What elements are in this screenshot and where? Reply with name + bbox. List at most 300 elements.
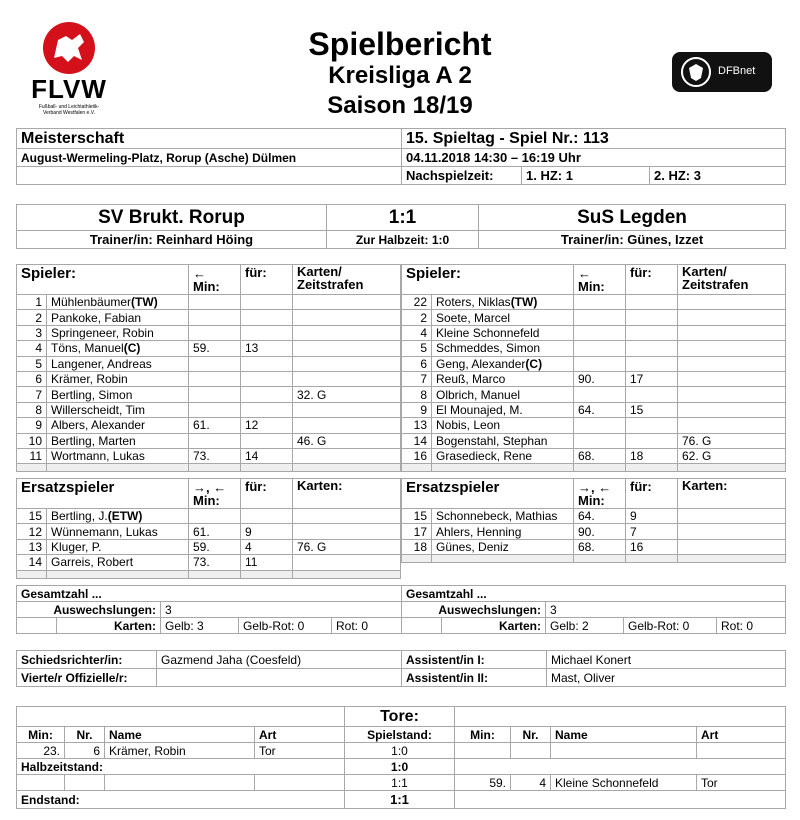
goals-title: Tore: (345, 707, 455, 727)
player-name-cell (432, 310, 574, 325)
player-name: Springeneer, Robin (51, 325, 154, 340)
player-row (17, 295, 401, 310)
player-name-cell (47, 539, 189, 554)
player-row (17, 509, 401, 524)
sub-minute (574, 295, 626, 310)
player-row (17, 448, 401, 463)
player-number: 8 (402, 387, 432, 402)
player-name: Reuß, Marco (436, 372, 506, 387)
subs-header: Ersatzspieler (402, 479, 574, 509)
goal-scorer: Kleine Schonnefeld (551, 775, 697, 791)
min-header (574, 479, 626, 509)
player-role-tag: (TW) (510, 295, 538, 310)
goal-type: Tor (697, 775, 786, 791)
sub-minute: 59. (189, 539, 241, 554)
officials (16, 650, 786, 687)
halftime-score: 1:0 (345, 759, 455, 775)
sub-minute (574, 418, 626, 433)
away-goal-min-header: Min: (455, 727, 511, 743)
card-entry: 76. G (678, 433, 786, 448)
player-number: 4 (402, 325, 432, 340)
assistant1-label: Assistent/in I: (402, 651, 547, 669)
season: Saison 18/19 (327, 92, 473, 119)
for-header: für: (241, 265, 293, 295)
player-number: 12 (17, 524, 47, 539)
sub-minute: 61. (189, 418, 241, 433)
player-number: 5 (17, 356, 47, 371)
goal-score-header: Spielstand: (345, 727, 455, 743)
home-red: Rot: 0 (332, 618, 402, 634)
player-name: Wünnemann, Lukas (51, 524, 158, 539)
player-name-cell (47, 310, 189, 325)
sub-minute (574, 341, 626, 356)
sub-minute (574, 433, 626, 448)
flvw-logo (28, 18, 110, 118)
player-name: Ahlers, Henning (436, 524, 522, 539)
player-number: 7 (402, 371, 432, 386)
sub-minute (189, 371, 241, 386)
player-row (17, 402, 401, 417)
player-number: 4 (17, 341, 47, 356)
card-entry (678, 356, 786, 371)
player-name-cell (47, 325, 189, 340)
player-number: 18 (402, 539, 432, 554)
card-entry (293, 555, 401, 570)
away-lineup (401, 264, 786, 472)
sub-minute (574, 356, 626, 371)
for-header: für: (626, 265, 678, 295)
sub-for-number: 16 (626, 539, 678, 554)
final-score-label: Endstand: (17, 791, 345, 809)
away-total-label: Gesamtzahl ... (402, 586, 786, 602)
player-row (402, 433, 786, 448)
card-entry (678, 341, 786, 356)
dfb-eagle-icon (680, 56, 712, 88)
round: 15. Spieltag - Spiel Nr.: 113 (402, 129, 786, 149)
player-number: 5 (402, 341, 432, 356)
player-name: Töns, Manuel (51, 341, 124, 356)
arrow-in-icon: ← (578, 265, 591, 281)
card-entry (678, 509, 786, 524)
assistant2-name: Mast, Oliver (547, 669, 786, 687)
players-header: Spieler: (17, 265, 189, 295)
player-row (17, 325, 401, 340)
player-name: Wortmann, Lukas (51, 449, 145, 464)
match-datetime: 04.11.2018 14:30 – 16:19 Uhr (402, 149, 786, 167)
home-lineup (16, 264, 401, 472)
player-row (402, 402, 786, 417)
min-label: Min: (193, 278, 220, 294)
player-name-cell (47, 418, 189, 433)
card-entry (678, 524, 786, 539)
card-entry (678, 371, 786, 386)
sub-for-number (241, 509, 293, 524)
player-name-cell (432, 539, 574, 554)
sub-for-number (241, 387, 293, 402)
player-row (402, 295, 786, 310)
sub-for-number: 14 (241, 448, 293, 463)
goal-type: Tor (255, 743, 345, 759)
sub-minute (574, 325, 626, 340)
player-row (17, 356, 401, 371)
player-row (402, 524, 786, 539)
cards-header (678, 479, 786, 509)
player-role-tag: (ETW) (107, 509, 143, 524)
halftime-score-label: Halbzeitstand: (17, 759, 345, 775)
sub-minute (574, 310, 626, 325)
goal-nr-header: Nr. (65, 727, 105, 743)
sub-for-number: 13 (241, 341, 293, 356)
sub-for-number: 4 (241, 539, 293, 554)
sub-minute: 68. (574, 539, 626, 554)
for-header: für: (241, 479, 293, 509)
player-number: 7 (17, 387, 47, 402)
sub-minute (189, 387, 241, 402)
away-yellow: Gelb: 2 (546, 618, 624, 634)
page-title: Spielbericht (308, 26, 492, 62)
goal-min: 23. (17, 743, 65, 759)
player-name-cell (47, 295, 189, 310)
card-entry (678, 295, 786, 310)
sub-minute (189, 295, 241, 310)
away-yellow-red: Gelb-Rot: 0 (624, 618, 717, 634)
player-row (402, 387, 786, 402)
player-name: Schmeddes, Simon (436, 341, 541, 356)
final-result: 1:1 (327, 205, 479, 231)
sub-for-number (241, 402, 293, 417)
player-number: 6 (17, 371, 47, 386)
sub-for-number (241, 310, 293, 325)
player-name-cell (432, 524, 574, 539)
card-entry: 76. G (293, 539, 401, 554)
score-box (16, 204, 786, 249)
player-row (17, 341, 401, 356)
card-entry (678, 418, 786, 433)
sub-for-number (626, 341, 678, 356)
player-row (17, 433, 401, 448)
player-number: 16 (402, 448, 432, 463)
player-name-cell (432, 371, 574, 386)
player-row (402, 371, 786, 386)
card-entry (293, 356, 401, 371)
player-name-cell (47, 509, 189, 524)
player-row (402, 418, 786, 433)
halftime-result: Zur Halbzeit: 1:0 (327, 231, 479, 249)
goal-score: 1:1 (345, 775, 455, 791)
goal-scorer: Krämer, Robin (105, 743, 255, 759)
extra-time-h1: 1. HZ: 1 (522, 167, 650, 185)
sub-minute: 90. (574, 371, 626, 386)
player-name-cell (47, 524, 189, 539)
penalties-label: Zeitstrafen (682, 277, 749, 292)
player-row (17, 418, 401, 433)
player-row (17, 555, 401, 570)
player-role-tag: (C) (525, 356, 543, 371)
away-goal-name-header: Name (551, 727, 697, 743)
fourth-official-name (157, 669, 402, 687)
min-header (574, 265, 626, 295)
card-entry (678, 310, 786, 325)
sub-for-number: 18 (626, 448, 678, 463)
player-name: Soete, Marcel (436, 310, 511, 325)
dfbnet-text: DFBnet (718, 65, 756, 77)
card-entry (678, 539, 786, 554)
sub-for-number: 15 (626, 402, 678, 417)
away-substitutions-label: Auswechslungen: (402, 602, 546, 618)
card-entry (293, 371, 401, 386)
player-role-tag: (TW) (131, 295, 158, 310)
player-name: Langener, Andreas (51, 356, 152, 371)
player-name-cell (432, 387, 574, 402)
home-total-label: Gesamtzahl ... (17, 586, 402, 602)
away-cards-label: Karten: (442, 618, 546, 634)
player-name-cell (47, 402, 189, 417)
flvw-caption: Fußball- und Leichtathletik-Verband Westfalen e.V. (38, 104, 100, 116)
sub-minute (189, 402, 241, 417)
cards-label: Karten/ (682, 264, 727, 279)
player-number: 1 (17, 295, 47, 310)
goal-name-header: Name (105, 727, 255, 743)
cards-header (678, 265, 786, 295)
card-entry (293, 325, 401, 340)
player-number: 11 (17, 448, 47, 463)
player-row (17, 387, 401, 402)
home-yellow-red: Gelb-Rot: 0 (239, 618, 332, 634)
sub-for-number: 17 (626, 371, 678, 386)
home-substitutions-count: 3 (161, 602, 402, 618)
player-number: 14 (17, 555, 47, 570)
sub-for-number: 11 (241, 555, 293, 570)
player-name-cell (432, 433, 574, 448)
player-number: 9 (17, 418, 47, 433)
card-entry (293, 509, 401, 524)
player-name: Albers, Alexander (51, 418, 146, 433)
player-name: Bogenstahl, Stephan (436, 433, 548, 448)
sub-for-number (626, 356, 678, 371)
player-number: 17 (402, 524, 432, 539)
player-name: Olbrich, Manuel (436, 387, 521, 402)
assistant1-name: Michael Konert (547, 651, 786, 669)
player-name: Nobis, Leon (436, 418, 501, 433)
sub-minute: 61. (189, 524, 241, 539)
player-number: 9 (402, 402, 432, 417)
away-goal-type-header: Art (697, 727, 786, 743)
sub-for-number (241, 433, 293, 448)
player-name: Pankoke, Fabian (51, 310, 142, 325)
away-team: SuS Legden (479, 205, 786, 231)
player-number: 2 (17, 310, 47, 325)
player-name: El Mounajed, M. (436, 402, 523, 417)
sub-minute (189, 356, 241, 371)
player-name: Geng, Alexander (436, 356, 526, 371)
player-name-cell (47, 433, 189, 448)
sub-minute: 64. (574, 509, 626, 524)
sub-minute (574, 387, 626, 402)
player-row (402, 356, 786, 371)
sub-for-number (626, 295, 678, 310)
sub-minute: 73. (189, 555, 241, 570)
player-name-cell (432, 341, 574, 356)
away-substitutes (401, 478, 786, 563)
player-row (17, 524, 401, 539)
extra-time-label: Nachspielzeit: (402, 167, 522, 185)
player-number: 15 (17, 509, 47, 524)
player-row (402, 448, 786, 463)
min-label: Min: (193, 492, 220, 508)
player-row (402, 509, 786, 524)
card-entry (678, 325, 786, 340)
card-entry: 62. G (678, 448, 786, 463)
sub-for-number (626, 387, 678, 402)
player-name-cell (432, 418, 574, 433)
referee-label: Schiedsrichter/in: (17, 651, 157, 669)
player-name-cell (47, 356, 189, 371)
venue: August-Wermeling-Platz, Rorup (Asche) Dülmen (17, 149, 402, 167)
cards-header (293, 265, 401, 295)
player-name: Garreis, Robert (51, 555, 134, 570)
sub-minute: 64. (574, 402, 626, 417)
sub-for-number (241, 371, 293, 386)
card-entry (678, 387, 786, 402)
player-name: Schonnebeck, Mathias (436, 509, 558, 524)
sub-for-number (626, 325, 678, 340)
card-entry (293, 402, 401, 417)
player-name: Mühlenbäumer (51, 295, 132, 310)
player-role-tag: (C) (123, 341, 141, 356)
sub-for-number: 12 (241, 418, 293, 433)
player-row (402, 325, 786, 340)
fourth-official-label: Vierte/r Offizielle/r: (17, 669, 157, 687)
final-score: 1:1 (345, 791, 455, 809)
totals (16, 585, 786, 634)
players-header: Spieler: (402, 265, 574, 295)
card-entry (293, 310, 401, 325)
player-number: 14 (402, 433, 432, 448)
player-number: 13 (17, 539, 47, 554)
card-entry (678, 402, 786, 417)
player-number: 13 (402, 418, 432, 433)
goal-type-header: Art (255, 727, 345, 743)
player-name-cell (47, 371, 189, 386)
card-entry: 32. G (293, 387, 401, 402)
match-info (16, 128, 786, 185)
player-number: 6 (402, 356, 432, 371)
min-label: Min: (578, 492, 605, 508)
goals-table (16, 706, 786, 809)
sub-for-number: 9 (626, 509, 678, 524)
player-name-cell (47, 555, 189, 570)
cards-header (293, 479, 401, 509)
sub-for-number (626, 433, 678, 448)
goal-nr: 6 (65, 743, 105, 759)
player-name-cell (432, 509, 574, 524)
dfbnet-logo (672, 52, 772, 92)
player-number: 8 (17, 402, 47, 417)
player-name: Bertling, Simon (51, 387, 133, 402)
player-name-cell (432, 402, 574, 417)
sub-for-number (241, 325, 293, 340)
sub-minute (189, 433, 241, 448)
sub-minute (189, 310, 241, 325)
extra-time-h2: 2. HZ: 3 (650, 167, 786, 185)
player-name: Bertling, Marten (51, 433, 136, 448)
player-row (402, 539, 786, 554)
player-name-cell (47, 387, 189, 402)
cards-label: Karten: (297, 478, 343, 493)
home-cards-label: Karten: (57, 618, 161, 634)
sub-for-number (626, 418, 678, 433)
goal-score: 1:0 (345, 743, 455, 759)
cards-label: Karten/ (297, 264, 342, 279)
sub-for-number: 9 (241, 524, 293, 539)
min-header (189, 265, 241, 295)
card-entry (293, 341, 401, 356)
away-red: Rot: 0 (717, 618, 786, 634)
home-substitutions-label: Auswechslungen: (17, 602, 161, 618)
player-name-cell (432, 295, 574, 310)
sub-for-number (241, 356, 293, 371)
player-name: Willerscheidt, Tim (51, 402, 146, 417)
card-entry (293, 524, 401, 539)
home-substitutes (16, 478, 401, 579)
league-name: Kreisliga A 2 (328, 62, 472, 89)
min-label: Min: (578, 278, 605, 294)
player-name-cell (432, 325, 574, 340)
for-header: für: (626, 479, 678, 509)
sub-for-number (626, 310, 678, 325)
goal-min: 59. (455, 775, 511, 791)
sub-minute: 73. (189, 448, 241, 463)
penalties-label: Zeitstrafen (297, 277, 364, 292)
home-team: SV Brukt. Rorup (17, 205, 327, 231)
referee-name: Gazmend Jaha (Coesfeld) (157, 651, 402, 669)
sub-minute: 68. (574, 448, 626, 463)
sub-minute: 90. (574, 524, 626, 539)
sub-minute: 59. (189, 341, 241, 356)
player-number: 2 (402, 310, 432, 325)
min-header (189, 479, 241, 509)
player-number: 15 (402, 509, 432, 524)
player-name: Roters, Niklas (436, 295, 511, 310)
player-row (17, 539, 401, 554)
goal-nr: 4 (511, 775, 551, 791)
sub-minute (189, 509, 241, 524)
player-name: Grasedieck, Rene (436, 449, 533, 464)
home-yellow: Gelb: 3 (161, 618, 239, 634)
sub-for-number: 7 (626, 524, 678, 539)
player-name: Krämer, Robin (51, 372, 128, 387)
flvw-text: FLVW (31, 74, 107, 104)
player-name-cell (432, 448, 574, 463)
player-number: 22 (402, 295, 432, 310)
player-name-cell (47, 448, 189, 463)
sub-arrows-icon: →, ← (578, 479, 612, 495)
player-row (402, 310, 786, 325)
player-name: Bertling, J. (51, 509, 108, 524)
player-name-cell (432, 356, 574, 371)
player-row (17, 371, 401, 386)
player-row (402, 341, 786, 356)
away-substitutions-count: 3 (546, 602, 786, 618)
cards-label: Karten: (682, 478, 728, 493)
player-number: 3 (17, 325, 47, 340)
player-name: Günes, Deniz (436, 539, 509, 554)
goal-min-header: Min: (17, 727, 65, 743)
sub-minute (189, 325, 241, 340)
player-name-cell (47, 341, 189, 356)
sub-arrows-icon: →, ← (193, 479, 227, 495)
player-name: Kluger, P. (51, 539, 102, 554)
